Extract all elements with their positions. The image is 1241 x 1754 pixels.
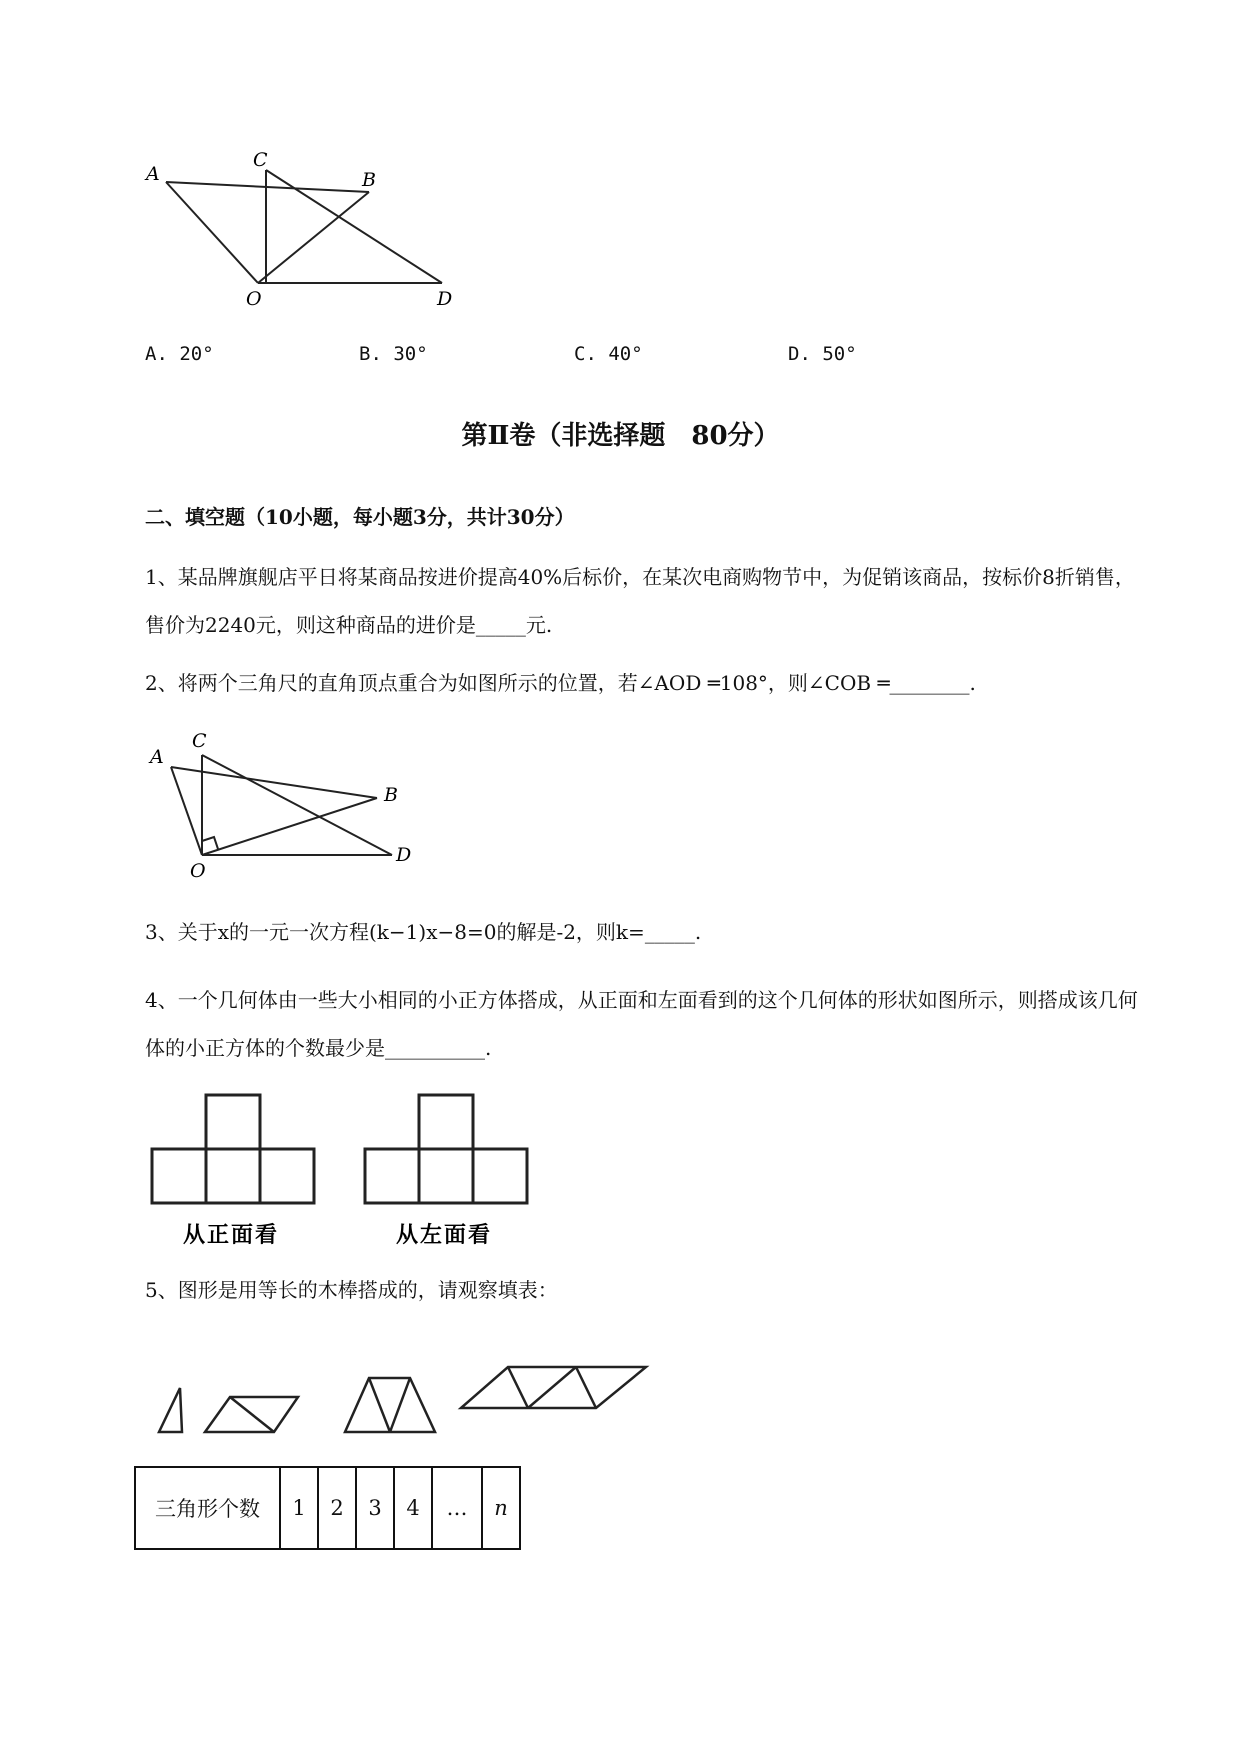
question-5-figure <box>150 1350 660 1450</box>
label-a: A <box>150 746 164 768</box>
label-a: A <box>146 163 160 185</box>
option-c-value: 40° <box>608 343 643 365</box>
option-d-letter: D. <box>788 343 811 365</box>
option-c[interactable] <box>574 343 643 365</box>
table-cell: 1 <box>280 1467 318 1549</box>
label-b: B <box>384 784 398 806</box>
part-title: 二、填空题（10小题，每小题3分，共计30分） <box>145 505 575 529</box>
option-b[interactable] <box>359 343 428 365</box>
question-4-figure <box>145 1085 545 1255</box>
label-c: C <box>192 730 207 752</box>
option-d-value: 50° <box>822 343 857 365</box>
question-2-figure <box>140 725 430 885</box>
option-a-value: 20° <box>179 343 214 365</box>
table-cell: 3 <box>356 1467 394 1549</box>
table-header-cell: 三角形个数 <box>135 1467 280 1549</box>
option-b-value: 30° <box>393 343 428 365</box>
table-cell: n <box>482 1467 520 1549</box>
triangle-count-table <box>134 1466 521 1550</box>
option-c-letter: C. <box>574 343 597 365</box>
prev-question-figure <box>140 150 460 310</box>
label-d: D <box>396 844 412 866</box>
question-2: 2、将两个三角尺的直角顶点重合为如图所示的位置，若∠AOD ═108°，则∠COB ═________. <box>145 671 976 695</box>
table-cell: 2 <box>318 1467 356 1549</box>
table-cell: 4 <box>394 1467 432 1549</box>
option-d[interactable] <box>788 343 857 365</box>
option-b-letter: B. <box>359 343 382 365</box>
table-row <box>135 1467 520 1549</box>
front-view-caption: 从正面看 <box>183 1222 280 1248</box>
table-cell: … <box>432 1467 482 1549</box>
label-o: O <box>190 860 206 882</box>
label-d: D <box>437 288 453 310</box>
option-a[interactable] <box>145 343 214 365</box>
section-title: 第Ⅱ卷（非选择题 80分） <box>461 421 780 451</box>
left-view-caption: 从左面看 <box>396 1222 493 1248</box>
label-c: C <box>253 150 268 171</box>
question-4: 4、一个几何体由一些大小相同的小正方体搭成，从正面和左面看到的这个几何体的形状如图所示，则搭成该几何体的小正方体的个数最少是__________. <box>145 988 1138 1060</box>
label-o: O <box>246 288 262 310</box>
question-3: 3、关于x的一元一次方程(k−1)x−8=0的解是-2，则k=_____. <box>145 920 702 944</box>
question-1: 1、某品牌旗舰店平日将某商品按进价提高40%后标价，在某次电商购物节中，为促销该商品，按标价8折销售，售价为2240元，则这种商品的进价是_____元. <box>145 565 1135 637</box>
question-5: 5、图形是用等长的木棒搭成的，请观察填表： <box>145 1278 558 1302</box>
label-b: B <box>362 169 376 191</box>
option-a-letter: A. <box>145 343 168 365</box>
